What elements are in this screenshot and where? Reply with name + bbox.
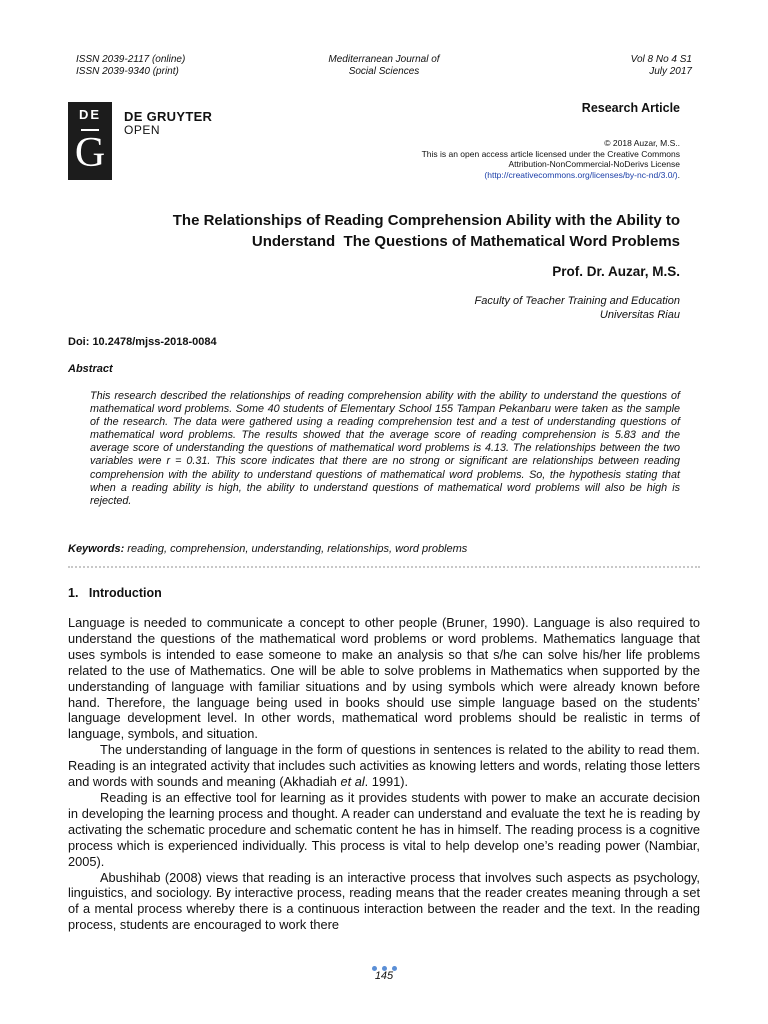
article-type: Research Article bbox=[581, 101, 680, 115]
paragraph-2-end: . 1991). bbox=[364, 774, 409, 790]
paragraph-2-text: The understanding of language in the form of questions in sentences is related to the ability to read them. Reading is an integrated activity that includes such activities as knowing letters and words, relating those letters and words with sounds and meaning (Akhadiah bbox=[68, 742, 700, 790]
keywords bbox=[68, 543, 467, 555]
page-number: 145 bbox=[374, 970, 394, 982]
introduction-body bbox=[68, 615, 700, 933]
license-link-end: . bbox=[677, 169, 680, 180]
license-line-2: This is an open access article licensed under the Creative Commons bbox=[421, 148, 680, 159]
author-name: Prof. Dr. Auzar, M.S. bbox=[552, 264, 680, 279]
logo-glyph: G bbox=[74, 130, 106, 176]
title-line-1: The Relationships of Reading Comprehension Ability with the Ability to bbox=[172, 212, 680, 229]
paragraph-1: Language is needed to communicate a concept to other people (Bruner, 1990). Language is also required to understand the questions of the mathematical word problems or word problems. Mathematics language that uses symbols is intended to ease someone to make an analysis so that s/he can solve his/her life problems related to the use of Mathematics. One will be able to solve problems in Mathematics when supported by the understanding of language with familiar situations and by using symbols which were already known before hand. Therefore, the language being used in books should use simple language based on the students’ language development level. In other words, mathematical word problems should be realistic in terms of language, symbols, and situation. bbox=[68, 615, 700, 742]
title-line-2: Understand The Questions of Mathematical Word Problems bbox=[251, 233, 680, 250]
affiliation-line-2: Universitas Riau bbox=[599, 309, 680, 321]
section-divider bbox=[68, 566, 700, 568]
publisher-name: DE GRUYTER bbox=[124, 109, 213, 124]
license-block bbox=[340, 138, 680, 180]
issue-date: July 2017 bbox=[649, 66, 692, 77]
keywords-value: reading, comprehension, understanding, relationships, word problems bbox=[124, 543, 468, 555]
affiliation bbox=[475, 294, 680, 322]
license-link-line bbox=[340, 170, 680, 181]
logo-letters: DE bbox=[78, 107, 102, 122]
issn-online: ISSN 2039-2117 (online) bbox=[76, 54, 186, 65]
publisher-sub: OPEN bbox=[124, 123, 161, 137]
abstract-text: This research described the relationships of reading comprehension ability with the ability to understand the questions of mathematical word problems. Some 40 students of Elementary School 155 Tampan Pekanbaru were taken as the sample of the research. The data were gathered using a reading comprehension test and a test of understanding questions of mathematical word problems. The results showed that the average score of reading comprehension is 5.83 and the average score of understanding the questions of mathematical word problems is 4.13. The relationships between the two variables were r = 0.31. This score indicates that there are no strong or significant are relationships between reading comprehension with the ability to understand questions of mathematical word problems. So, the hypothesis stating that when a reading ability is high, the ability to understand questions of mathematical word problems will also be high is rejected. bbox=[90, 390, 680, 507]
copyright-line: © 2018 Auzar, M.S.. bbox=[604, 138, 680, 148]
de-gruyter-logo-icon bbox=[68, 102, 112, 180]
paragraph-4: Abushihab (2008) views that reading is an interactive process that involves such aspects as psychology, linguistics, and sociology. By interactive process, reading means that the reader creates meaning through a set of a mental process whereby there is a continuous interaction between the reader and the text. In the reading process, students are encouraged to work there bbox=[68, 869, 700, 933]
doi: Doi: 10.2478/mjss-2018-0084 bbox=[68, 336, 217, 348]
volume-block bbox=[631, 54, 692, 78]
paragraph-3: Reading is an effective tool for learning as it provides students with power to make an accurate decision in developing the learning process and thought. A reader can understand and evaluate the text he is reading by activating the schematic procedure and schematic content he has in himself. The reading process is a cognitive process which is experienced individually. This process is vital to help develop one’s reading power (Nambiar, 2005). bbox=[68, 789, 700, 869]
license-link[interactable]: (http://creativecommons.org/licenses/by-nc-nd/3.0/) bbox=[484, 169, 678, 180]
paragraph-2-italic: et al bbox=[340, 774, 365, 790]
license-line-3: Attribution-NonCommercial-NoDerivs License bbox=[508, 159, 680, 169]
section-heading: 1. Introduction bbox=[68, 586, 162, 600]
volume-info: Vol 8 No 4 S1 bbox=[630, 54, 692, 65]
journal-line-1: Mediterranean Journal of bbox=[328, 54, 440, 65]
article-title bbox=[76, 210, 680, 252]
paragraph-2 bbox=[68, 742, 700, 790]
keywords-label: Keywords: bbox=[68, 543, 125, 555]
journal-line-2: Social Sciences bbox=[348, 66, 420, 77]
affiliation-line-1: Faculty of Teacher Training and Education bbox=[474, 295, 680, 307]
abstract-heading: Abstract bbox=[68, 363, 113, 375]
issn-print: ISSN 2039-9340 (print) bbox=[76, 66, 179, 77]
